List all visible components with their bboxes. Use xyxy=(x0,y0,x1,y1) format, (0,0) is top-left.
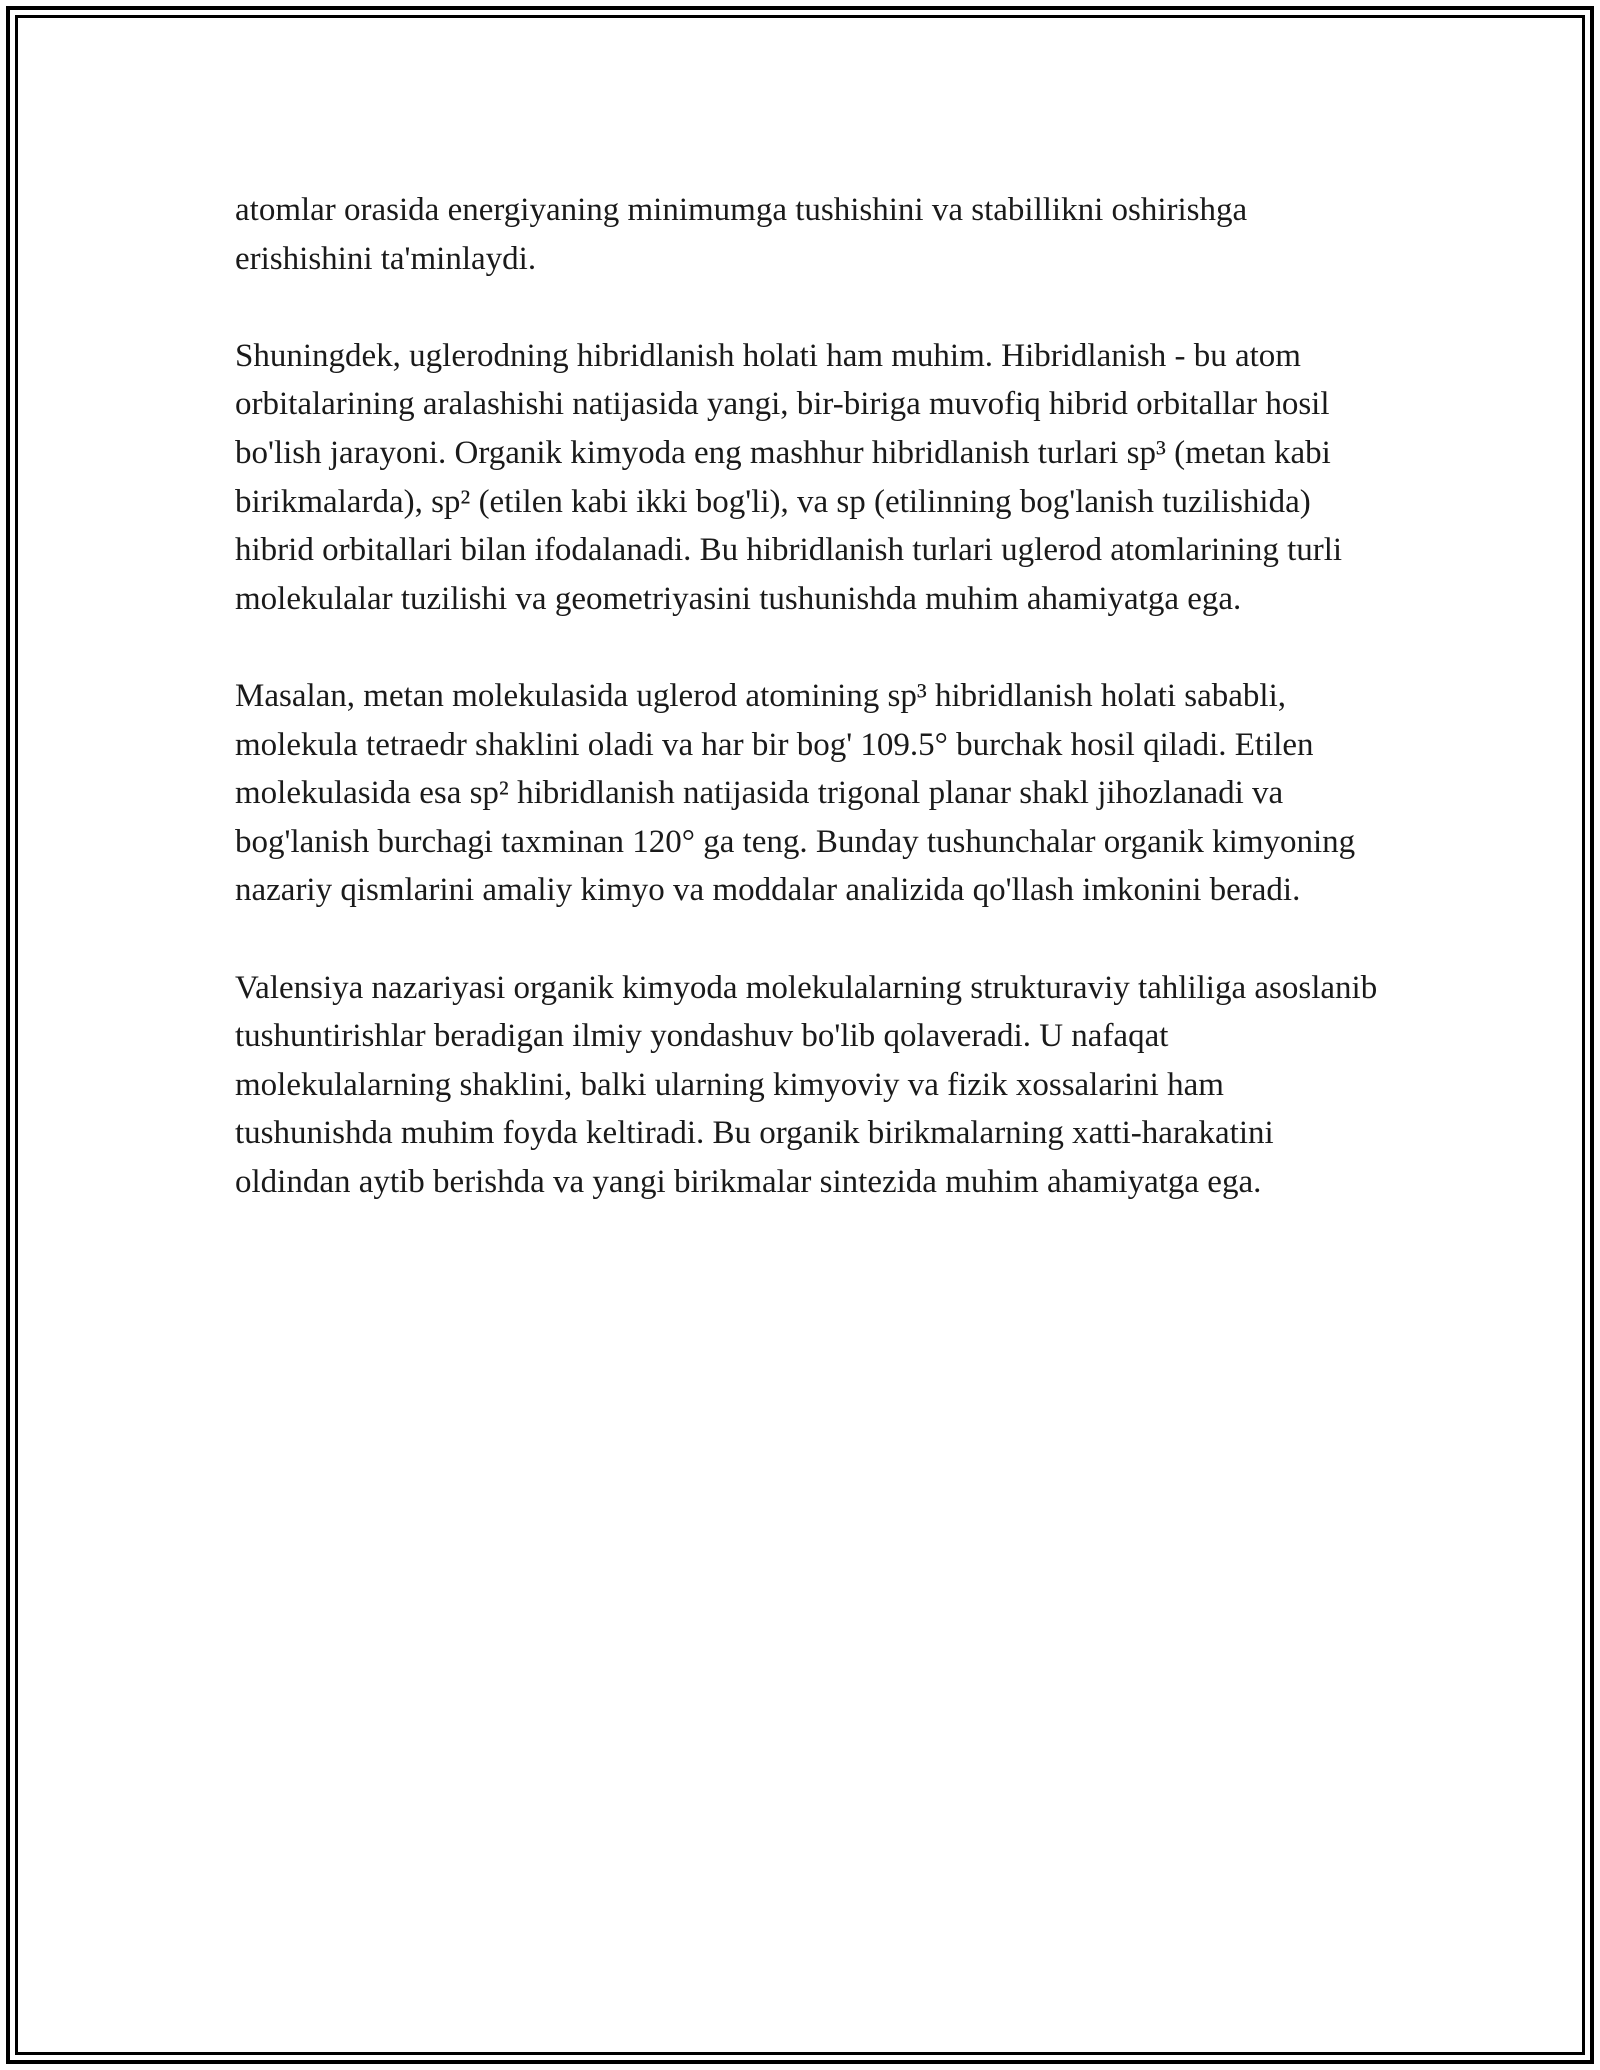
paragraph-4: Valensiya nazariyasi organik kimyoda molekulalarning strukturaviy tahliliga asoslanib tushuntirishlar beradigan ilmiy yondashuv bo'lib qolaveradi. U nafaqat molekulalarning shaklini, balki ularning kimyoviy va fizik xossalarini ham tushunishda muhim foyda keltiradi. Bu organik birikmalarning xatti-harakatini oldindan aytib berishda va yangi birikmalar sintezida muhim ahamiyatga ega. xyxy=(235,969,1378,1200)
paragraph-2: Shuningdek, uglerodning hibridlanish holati ham muhim. Hibridlanish - bu atom orbitalarining aralashishi natijasida yangi, bir-biriga muvofiq hibrid orbitallar hosil bo'lish jarayoni. Organik kimyoda eng mashhur hibridlanish turlari sp³ (metan kabi birikmalarda), sp² (etilen kabi ikki bog'li), va sp (etilinning bog'lanish tuzilishida) hibrid orbitallari bilan ifodalanadi. Bu hibridlanish turlari uglerod atomlarining turli molekulalar tuzilishi va geometriyasini tushunishda muhim ahamiyatga ega. xyxy=(235,337,1343,617)
paragraph-1: atomlar orasida energiyaning minimumga tushishini va stabillikni oshirishga erishishini ta'minlaydi. xyxy=(235,192,1248,277)
document-body xyxy=(235,186,1385,1255)
paragraph-3: Masalan, metan molekulasida uglerod atomining sp³ hibridlanish holati sababli, molekula tetraedr shaklini oladi va har bir bog' 109.5° burchak hosil qiladi. Etilen molekulasida esa sp² hibridlanish natijasida trigonal planar shakl jihozlanadi va bog'lanish burchagi taxminan 120° ga teng. Bunday tushunchalar organik kimyoning nazariy qismlarini amaliy kimyo va moddalar analizida qo'llash imkonini beradi. xyxy=(235,677,1356,909)
